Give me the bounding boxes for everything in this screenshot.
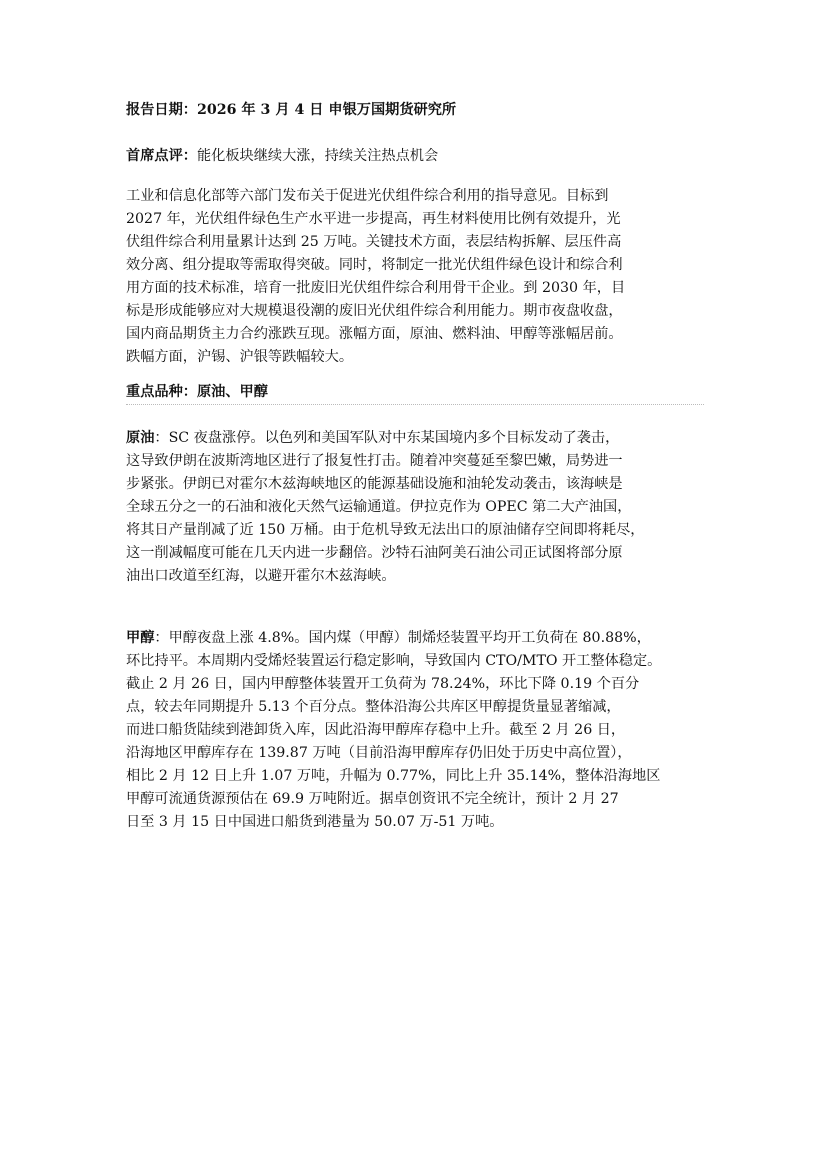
- crude-first-text: ：SC 夜盘涨停。以色列和美国军队对中东某国境内多个目标发动了袭击，: [154, 430, 620, 446]
- methanol-line: 日至 3 月 15 日中国进口船货到港量为 50.07 万-51 万吨。: [126, 814, 504, 830]
- methanol-line: 环比持平。本周期内受烯烃装置运行稳定影响，导致国内 CTO/MTO 开工整体稳定。: [126, 653, 662, 669]
- report-date-and-org: 2026 年 3 月 4 日 申银万国期货研究所: [196, 102, 457, 118]
- methanol-line: 相比 2 月 12 日上升 1.07 万吨，升幅为 0.77%，同比上升 35.14%，整体沿海地区: [126, 768, 661, 784]
- crude-line: 这一削减幅度可能在几天内进一步翻倍。沙特石油阿美石油公司正试图将部分原: [126, 545, 623, 561]
- methanol-line: 沿海地区甲醇库存在 139.87 万吨（目前沿海甲醇库存仍旧处于历史中高位置），: [126, 745, 632, 761]
- intro-line: 用方面的技术标准，培育一批废旧光伏组件综合利用骨干企业。到 2030 年，目: [126, 280, 626, 296]
- chief-comment-line: [126, 145, 438, 168]
- chief-comment-label: 首席点评：: [126, 148, 197, 164]
- intro-line: 标是形成能够应对大规模退役潮的废旧光伏组件综合利用能力。期市夜盘收盘，: [126, 303, 623, 319]
- intro-line: 效分离、组分提取等需取得突破。同时，将制定一批光伏组件绿色设计和综合利: [126, 257, 623, 273]
- intro-line: 2027 年，光伏组件绿色生产水平进一步提高，再生材料使用比例有效提升，光: [126, 211, 621, 227]
- report-date-label: 报告日期：: [126, 102, 197, 118]
- crude-line: 步紧张。伊朗已对霍尔木兹海峡地区的能源基础设施和油轮发动袭击，该海峡是: [126, 476, 623, 492]
- methanol-section: [126, 627, 661, 834]
- section-divider: [126, 404, 704, 405]
- crude-oil-section: [126, 427, 644, 588]
- report-date-line: [126, 99, 456, 122]
- methanol-first-text: ：甲醇夜盘上涨 4.8%。国内煤（甲醇）制烯烃装置平均开工负荷在 80.88%，: [154, 630, 651, 646]
- methanol-label: 甲醇: [126, 630, 155, 646]
- focus-varieties-heading: 重点品种：原油、甲醇: [126, 384, 268, 400]
- intro-paragraph: [126, 185, 625, 369]
- crude-line: 油出口改道至红海，以避开霍尔木兹海峡。: [126, 568, 396, 584]
- methanol-line: 而进口船货陆续到港卸货入库，因此沿海甲醇库存稳中上升。截至 2 月 26 日，: [126, 722, 626, 738]
- intro-line: 国内商品期货主力合约涨跌互现。涨幅方面，原油、燃料油、甲醇等涨幅居前。: [126, 326, 623, 342]
- chief-comment-text: 能化板块继续大涨，持续关注热点机会: [196, 148, 439, 164]
- methanol-line: 甲醇可流通货源预估在 69.9 万吨附近。据卓创资讯不完全统计，预计 2 月 27: [126, 791, 619, 807]
- crude-line: 这导致伊朗在波斯湾地区进行了报复性打击。随着冲突蔓延至黎巴嫩，局势进一: [126, 453, 623, 469]
- crude-first-line: [126, 427, 644, 450]
- crude-line: 全球五分之一的石油和液化天然气运输通道。伊拉克作为 OPEC 第二大产油国，: [126, 499, 632, 515]
- intro-line: 伏组件综合利用量累计达到 25 万吨。关键技术方面，表层结构拆解、层压件高: [126, 234, 622, 250]
- methanol-first-line: [126, 627, 661, 650]
- methanol-line: 截止 2 月 26 日，国内甲醇整体装置开工负荷为 78.24%，环比下降 0.19 个百分: [126, 676, 640, 692]
- intro-line: 工业和信息化部等六部门发布关于促进光伏组件综合利用的指导意见。目标到: [126, 188, 609, 204]
- crude-line: 将其日产量削减了近 150 万桶。由于危机导致无法出口的原油储存空间即将耗尽，: [126, 522, 645, 538]
- methanol-line: 点，较去年同期提升 5.13 个百分点。整体沿海公共库区甲醇提货量显著缩减，: [126, 699, 621, 715]
- intro-line: 跌幅方面，沪锡、沪银等跌幅较大。: [126, 349, 354, 365]
- crude-label: 原油: [126, 430, 155, 446]
